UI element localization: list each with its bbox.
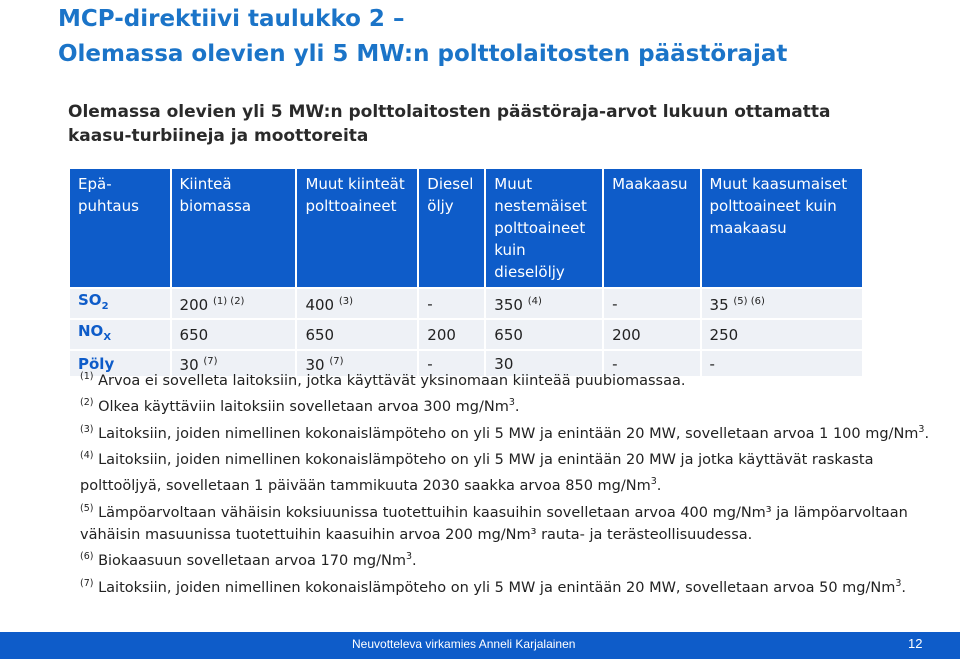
slide-title — [58, 2, 948, 72]
cell-so2-natural-gas: - — [604, 289, 699, 318]
cell-nox-other-gaseous: 250 — [702, 320, 862, 349]
footnote-4: $^{(4)}$ Laitoksiin, joiden nimellinen kokonaislämpöteho on yli 5 MW ja enintään 20 MW ja jotka käyttävät raskasta polttoöljyä, sovelletaan 1 päivään tammikuuta 2030 saakka arvoa 850 mg/Nm$^3$. — [80, 449, 874, 495]
footnote-7: $^{(7)}$ Laitoksiin, joiden nimellinen kokonaislämpöteho on yli 5 MW ja enintään 20 MW, sovelletaan arvoa 50 mg/Nm$^3$. — [80, 577, 907, 596]
footnote-6: $^{(6)}$ Biokaasuun sovelletaan arvoa 170 mg/Nm$^3$. — [80, 551, 417, 570]
cell-nox-solid-biomass: 650 — [172, 320, 296, 349]
cell-dust-other-gaseous: - — [702, 351, 862, 376]
cell-nox-other-solid: 650 — [297, 320, 417, 349]
emission-limits-table — [68, 167, 864, 378]
footnotes — [80, 366, 940, 599]
row-label-nox: $NO_X$ — [70, 320, 170, 349]
header-gas-oil: Diesel öljy — [419, 169, 484, 287]
table-header-row — [70, 169, 862, 287]
cell-nox-gas-oil: 200 — [419, 320, 484, 349]
title-line-2: Olemassa olevien yli 5 MW:n polttolaitosten päästörajat — [58, 41, 788, 67]
title-line-1: MCP-direktiivi taulukko 2 – — [58, 6, 405, 32]
cell-so2-other-liquid: 350 $^{(4)}$ — [486, 289, 602, 318]
footer-author: Neuvotteleva virkamies Anneli Karjalainen — [352, 637, 576, 651]
cell-dust-other-solid: 30 $^{(7)}$ — [297, 351, 417, 376]
cell-so2-solid-biomass: 200 $^{(1) (2)}$ — [172, 289, 296, 318]
row-label-so2: $SO_2$ — [70, 289, 170, 318]
cell-nox-natural-gas: 200 — [604, 320, 699, 349]
footnote-1: $^{(1)}$ Arvoa ei sovelleta laitoksiin, jotka käyttävät yksinomaan kiinteää puubiomassaa. — [80, 371, 686, 389]
row-label-dust: Pöly — [70, 351, 170, 376]
page-number: 12 — [908, 636, 923, 651]
cell-nox-other-liquid: 650 — [486, 320, 602, 349]
footnote-3: $^{(3)}$ Laitoksiin, joiden nimellinen kokonaislämpöteho on yli 5 MW ja enintään 20 MW, sovelletaan arvoa 1 100 mg/Nm$^3$. — [80, 423, 930, 442]
cell-so2-gas-oil: - — [419, 289, 484, 318]
cell-so2-other-solid: 400 $^{(3)}$ — [297, 289, 417, 318]
cell-dust-solid-biomass: 30 $^{(7)}$ — [172, 351, 296, 376]
header-pollutant: Epä- puhtaus — [70, 169, 170, 287]
header-natural-gas: Maakaasu — [604, 169, 699, 287]
table-caption: Olemassa olevien yli 5 MW:n polttolaitosten päästöraja-arvot lukuun ottamatta kaasu-turbiineja ja moottoreita — [68, 102, 831, 146]
header-solid-biomass: Kiinteä biomassa — [172, 169, 296, 287]
table-row-so2 — [70, 289, 862, 318]
cell-so2-other-gaseous: 35 $^{(5) (6)}$ — [702, 289, 862, 318]
footnote-5: $^{(5)}$ Lämpöarvoltaan vähäisin koksiuunissa tuotettuihin kaasuihin sovelletaan arvoa 400 mg/Nm³ ja lämpöarvoltaan vähäisin masuunissa tuotettuihin kaasuihin arvoa 200 mg/Nm³ rauta- ja terästeollisuudessa. — [80, 502, 908, 543]
table-row-nox — [70, 320, 862, 349]
cell-dust-gas-oil: - — [419, 351, 484, 376]
footer-bar — [0, 632, 960, 659]
header-other-liquid-fuels: Muut nestemäiset polttoaineet kuin dieselöljy — [486, 169, 602, 287]
footnote-2: $^{(2)}$ Olkea käyttäviin laitoksiin sovelletaan arvoa 300 mg/Nm$^3$. — [80, 397, 520, 416]
header-other-solid-fuels: Muut kiinteät polttoaineet — [297, 169, 417, 287]
cell-dust-other-liquid: 30 — [486, 351, 602, 376]
cell-dust-natural-gas: - — [604, 351, 699, 376]
header-other-gaseous-fuels: Muut kaasumaiset polttoaineet kuin maakaasu — [702, 169, 862, 287]
